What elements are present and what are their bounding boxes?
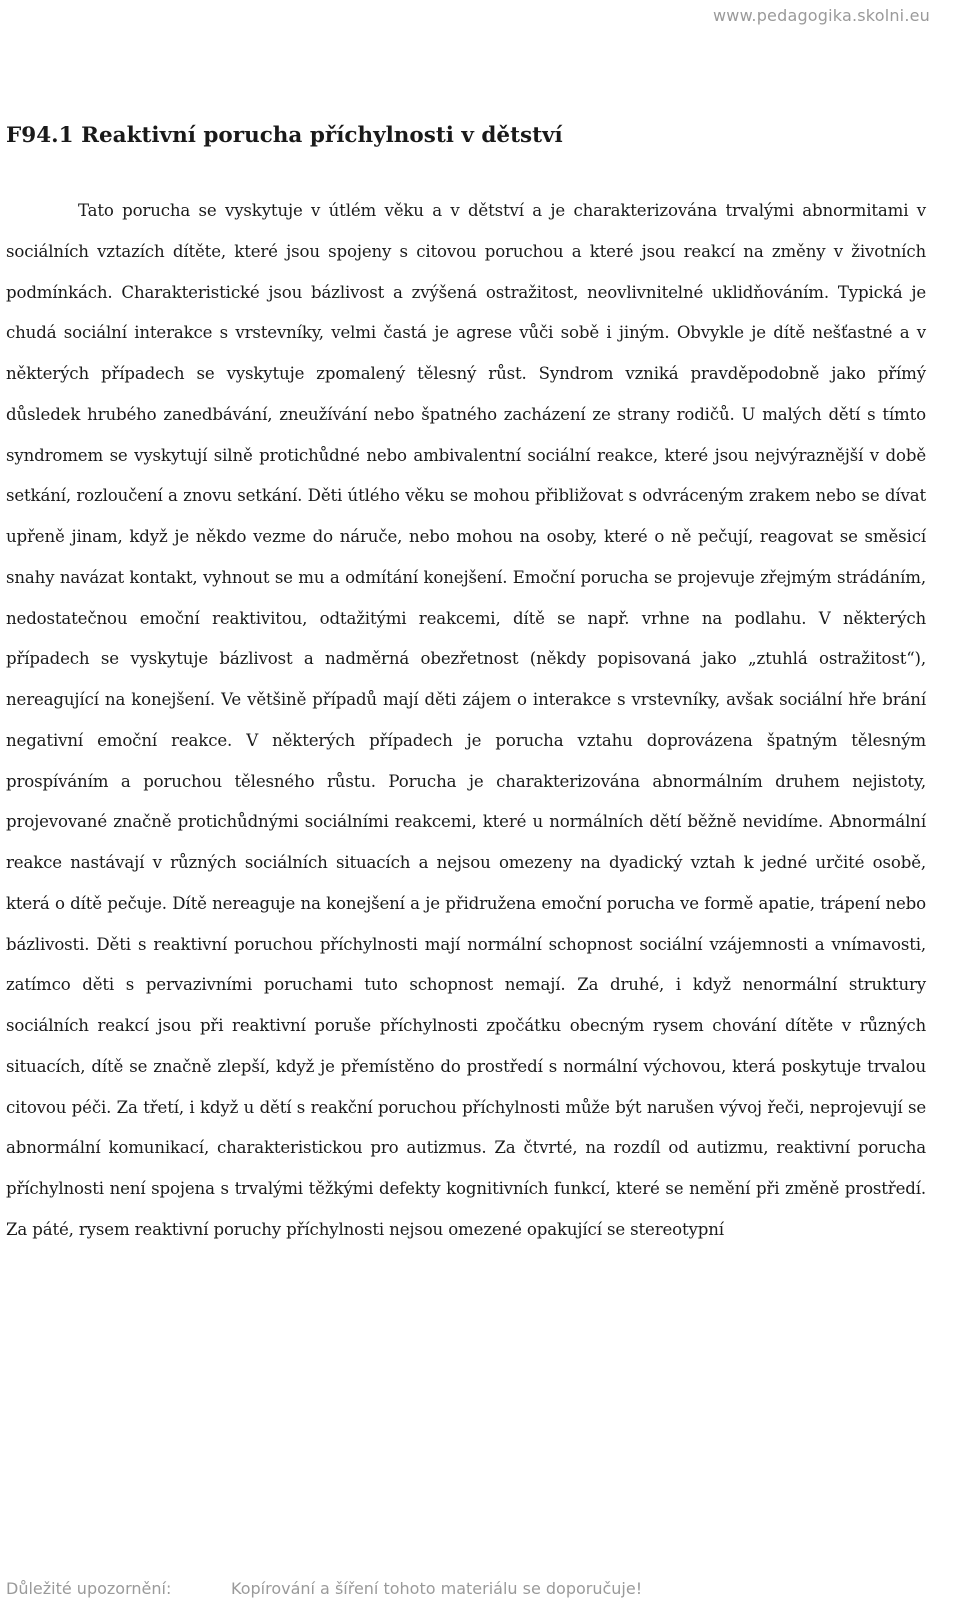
site-url: www.pedagogika.skolni.eu xyxy=(713,6,930,25)
footer-notice xyxy=(6,1579,936,1598)
footer-text: Kopírování a šíření tohoto materiálu se doporučuje! xyxy=(231,1579,643,1598)
page-title: F94.1 Reaktivní porucha příchylnosti v dětství xyxy=(6,123,563,148)
body-paragraph: Tato porucha se vyskytuje v útlém věku a v dětství a je charakterizována trvalými abnormitami v sociálních vztazích dítěte, které jsou spojeny s citovou poruchou a které jsou reakcí na změny v životních podmínkách. Charakteristické jsou bázlivost a zvýšená ostražitost, neovlivnitelné uklidňováním. Typická je chudá sociální interakce s vrstevníky, velmi častá je agrese vůči sobě i jiným. Obvykle je dítě nešťastné a v některých případech se vyskytuje zpomalený tělesný růst. Syndrom vzniká pravděpodobně jako přímý důsledek hrubého zanedbávání, zneužívání nebo špatného zacházení ze strany rodičů. U malých dětí s tímto syndromem se vyskytují silně protichůdné nebo ambivalentní sociální reakce, které jsou nejvýraznější v době setkání, rozloučení a znovu setkání. Děti útlého věku se mohou přibližovat s odvráceným zrakem nebo se dívat upřeně jinam, když je někdo vezme do náruče, nebo mohou na osoby, které o ně pečují, reagovat se směsicí snahy navázat kontakt, vyhnout se mu a odmítání konejšení. Emoční porucha se projevuje zřejmým strádáním, nedostatečnou emoční reaktivitou, odtažitými reakcemi, dítě se např. vrhne na podlahu. V některých případech se vyskytuje bázlivost a nadměrná obezřetnost (někdy popisovaná jako „ztuhlá ostražitost“), nereagující na konejšení. Ve většině případů mají děti zájem o interakce s vrstevníky, avšak sociální hře brání negativní emoční reakce. V některých případech je porucha vztahu doprovázena špatným tělesným prospíváním a poruchou tělesného růstu. Porucha je charakterizována abnormálním druhem nejistoty, projevované značně protichůdnými sociálními reakcemi, které u normálních dětí běžně nevidíme. Abnormální reakce nastávají v různých sociálních situacích a nejsou omezeny na dyadický vztah k jedné určité osobě, která o dítě pečuje. Dítě nereaguje na konejšení a je přidružena emoční porucha ve formě apatie, trápení nebo bázlivosti. Děti s reaktivní poruchou příchylnosti mají normální schopnost sociální vzájemnosti a vnímavosti, zatímco děti s pervazivními poruchami tuto schopnost nemají. Za druhé, i když nenormální struktury sociálních reakcí jsou při reaktivní poruše příchylnosti zpočátku obecným rysem chování dítěte v různých situacích, dítě se značně zlepší, když je přemístěno do prostředí s normální výchovou, která poskytuje trvalou citovou péči. Za třetí, i když u dětí s reakční poruchou příchylnosti může být narušen vývoj řeči, neprojevují se abnormální komunikací, charakteristickou pro autizmus. Za čtvrté, na rozdíl od autizmu, reaktivní porucha příchylnosti není spojena s trvalými těžkými defekty kognitivních funkcí, které se nemění při změně prostředí. Za páté, rysem reaktivní poruchy příchylnosti nejsou omezené opakující se stereotypní xyxy=(6,201,926,1239)
footer-label: Důležité upozornění: xyxy=(6,1579,172,1598)
